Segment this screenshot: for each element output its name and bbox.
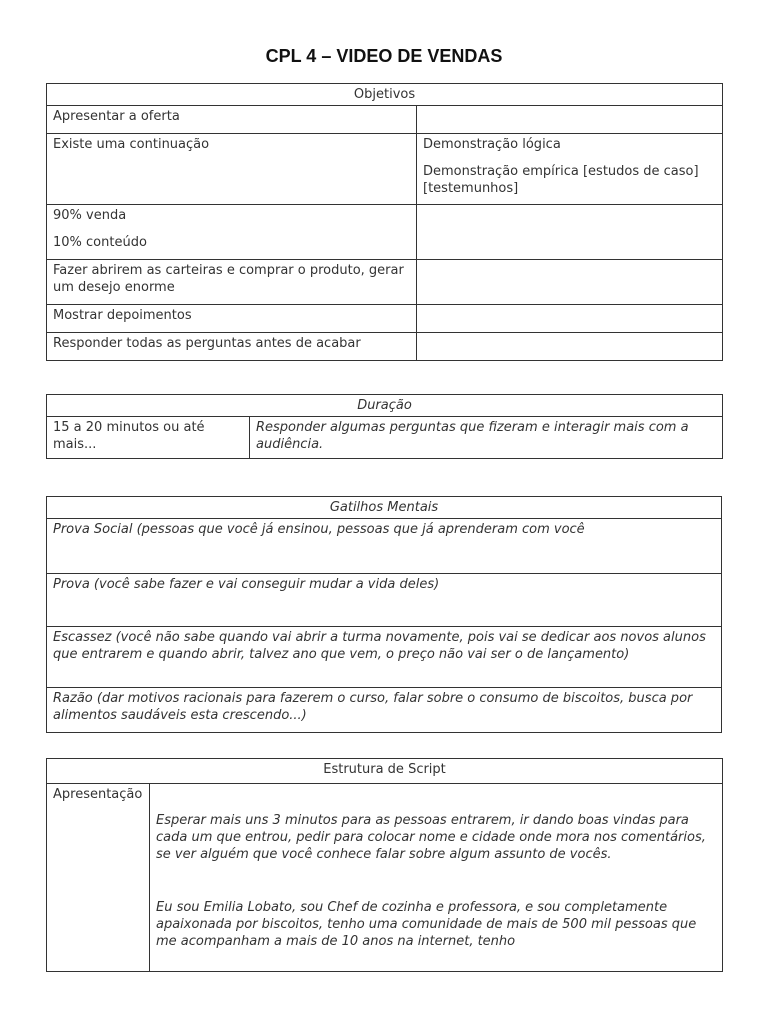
gatilho-item: Prova (você sabe fazer e vai conseguir mudar a vida deles) [47, 574, 722, 627]
table-row [47, 574, 722, 627]
objetivo-text: Responder todas as perguntas antes de acabar [53, 336, 361, 351]
table-row [47, 333, 723, 361]
objetivo-detail: Demonstração empírica [estudos de caso] [testemunhos] [423, 164, 699, 196]
gatilhos-table [46, 496, 722, 733]
table-row [47, 688, 722, 733]
gatilho-item: Razão (dar motivos racionais para fazerem o curso, falar sobre o consumo de biscoitos, busca por alimentos saudáveis esta crescendo...) [47, 688, 722, 733]
gatilho-item: Prova Social (pessoas que você já ensinou, pessoas que já aprenderam com você [47, 519, 722, 574]
document-title: CPL 4 – VIDEO DE VENDAS [265, 46, 503, 66]
script-table-wrapper [46, 758, 723, 973]
objetivo-text: 10% conteúdo [53, 235, 147, 250]
objetivo-text: Fazer abrirem as carteiras e comprar o produto, gerar um desejo enorme [53, 263, 404, 295]
gatilho-item: Escassez (você não sabe quando vai abrir a turma novamente, pois vai se dedicar aos novos alunos que entrarem e quando abrir, talvez ano que vem, o preço não vai ser o de lançamento) [47, 627, 722, 688]
script-label: Apresentação [47, 783, 150, 971]
table-row [47, 106, 723, 134]
script-paragraph: Esperar mais uns 3 minutos para as pessoas entrarem, ir dando boas vindas para cada um que entrou, pedir para colocar nome e cidade onde mora nos comentários, se ver alguém que você conhece falar sobre algum assunto de vocês. [156, 812, 706, 862]
duracao-time: 15 a 20 minutos ou até mais... [47, 417, 250, 459]
table-row [47, 519, 722, 574]
script-paragraph: Eu sou Emilia Lobato, sou Chef de cozinha e professora, e sou completamente apaixonada por biscoitos, tenho uma comunidade de mais de 500 mil pessoas que me acompanham a mais de 10 anos na internet, tenho [156, 899, 697, 949]
script-table [46, 758, 723, 972]
script-header: Estrutura de Script [47, 759, 723, 784]
objetivo-text: Mostrar depoimentos [53, 308, 192, 323]
table-row [47, 783, 723, 971]
gatilhos-header: Gatilhos Mentais [47, 497, 722, 519]
table-row [47, 627, 722, 688]
objetivos-table [46, 83, 723, 361]
objetivo-text: Apresentar a oferta [53, 109, 180, 124]
table-row [47, 134, 723, 205]
objetivo-detail: Demonstração lógica [423, 137, 561, 152]
duracao-description: Responder algumas perguntas que fizeram e interagir mais com a audiência. [250, 417, 723, 459]
duracao-header: Duração [47, 395, 723, 417]
table-row [47, 205, 723, 260]
table-row [47, 260, 723, 305]
objetivo-text: 90% venda [53, 208, 127, 223]
objetivos-header: Objetivos [47, 84, 723, 106]
objetivo-text: Existe uma continuação [53, 137, 210, 152]
duracao-table [46, 394, 723, 459]
table-row [47, 305, 723, 333]
table-row [47, 417, 723, 459]
